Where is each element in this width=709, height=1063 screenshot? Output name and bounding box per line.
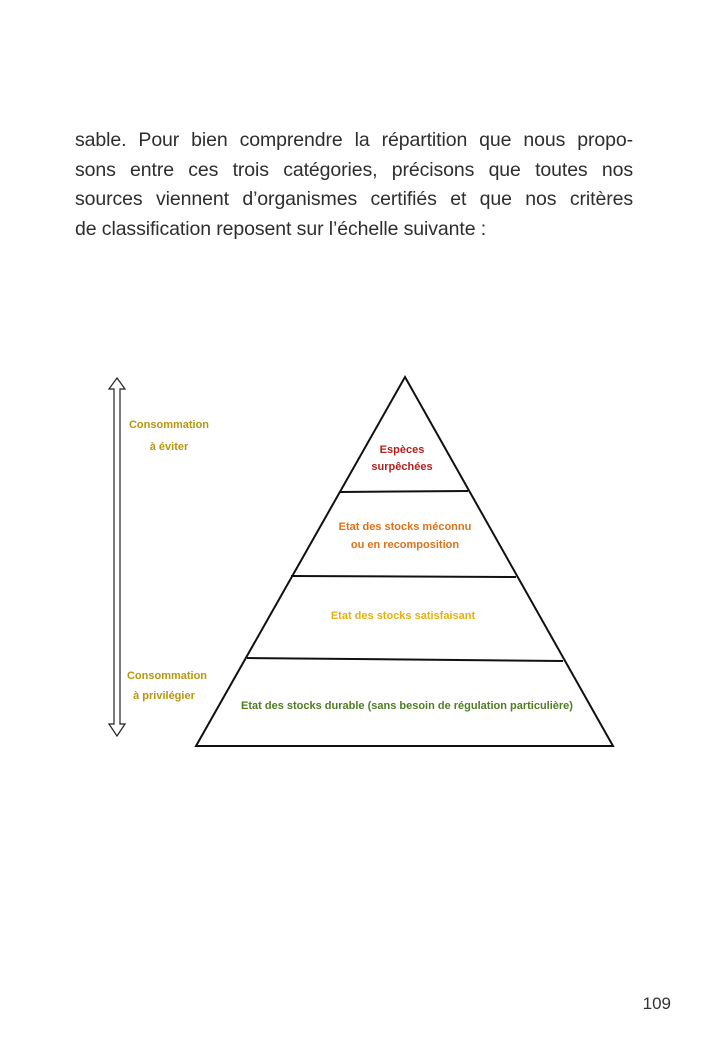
tier-1-label-line-2: surpêchées [371, 461, 433, 473]
pyramid [196, 377, 613, 746]
tier-1-label-line-1: Espèces [379, 444, 425, 456]
axis-bottom-label-line-2: à privilégier [133, 690, 195, 702]
tier-2-label-line-2: ou en recomposition [350, 539, 460, 551]
consumption-scale-arrow [109, 378, 125, 736]
paragraph-line-4: de classification reposent sur l’échelle suivante : [75, 217, 487, 240]
paragraph-line-1: sable. Pour bien comprendre la répartition que nous propo- [75, 129, 633, 151]
paragraph-line-3: sources viennent d’organismes certifiés et que nos critères [75, 188, 633, 210]
page-number: 109 [642, 994, 671, 1013]
pyramid-divider-3 [247, 658, 563, 661]
tier-3-label: Etat des stocks satisfaisant [330, 610, 476, 622]
axis-top-label-line-1: Consommation [128, 419, 210, 431]
pyramid-outline [196, 377, 613, 746]
pyramid-divider-1 [340, 491, 468, 492]
axis-bottom-label-line-1: Consommation [126, 670, 208, 682]
tier-2-label-line-1: Etat des stocks méconnu [338, 521, 472, 533]
tier-4-label: Etat des stocks durable (sans besoin de régulation particulière) [241, 700, 573, 712]
paragraph-line-2: sons entre ces trois catégories, précisons que toutes nos [75, 158, 633, 181]
axis-top-label-line-2: à éviter [149, 441, 189, 453]
pyramid-divider-2 [291, 576, 516, 577]
